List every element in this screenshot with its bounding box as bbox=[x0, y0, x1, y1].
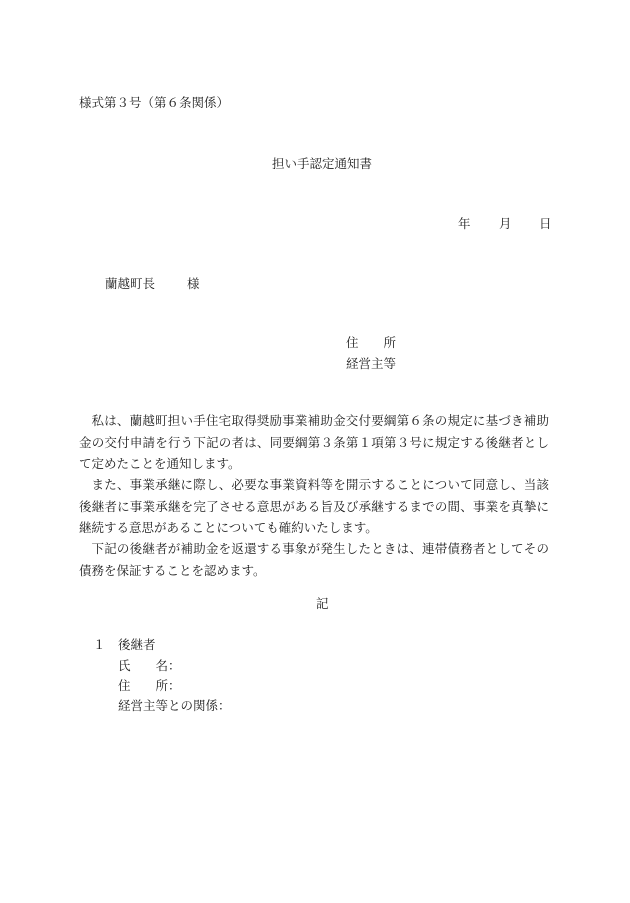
addressee-name: 蘭越町長 bbox=[105, 276, 156, 291]
date-day-label: 日 bbox=[539, 216, 552, 231]
record-heading: 記 bbox=[316, 596, 329, 611]
date-year-label: 年 bbox=[458, 216, 471, 231]
body-paragraph-2: また、事業承継に際し、必要な事業資料等を開示することについて同意し、当該後継者に事業承継を完了させる意思がある旨及び承継するまでの間、事業を真摯に継続する意思があることについても確約いたします。 bbox=[79, 477, 549, 535]
form-label: 様式第３号（第６条関係） bbox=[79, 95, 230, 110]
item-1-label: 後継者 bbox=[118, 637, 156, 652]
date-month-label: 月 bbox=[499, 216, 512, 231]
body-paragraph-1: 私は、蘭越町担い手住宅取得奨励事業補助金交付要綱第６条の規定に基づき補助金の交付申請を行う下記の者は、同要綱第３条第１項第３号に規定する後継者として定めたことを通知します。 bbox=[79, 413, 549, 471]
successor-relation-label: 経営主等との関係： bbox=[118, 698, 231, 713]
body-paragraph-3: 下記の後継者が補助金を返還する事象が発生したときは、連帯債務者としてその債務を保証することを認めます。 bbox=[79, 541, 549, 578]
addressee-honorific: 様 bbox=[187, 276, 200, 291]
successor-address-label: 住 所： bbox=[118, 678, 181, 693]
document-title: 担い手認定通知書 bbox=[272, 156, 373, 171]
successor-name-label: 氏 名： bbox=[118, 658, 181, 673]
item-1-number: １ bbox=[93, 637, 106, 652]
sender-manager-label: 経営主等 bbox=[346, 356, 397, 371]
sender-address-label: 住 所 bbox=[346, 335, 397, 350]
